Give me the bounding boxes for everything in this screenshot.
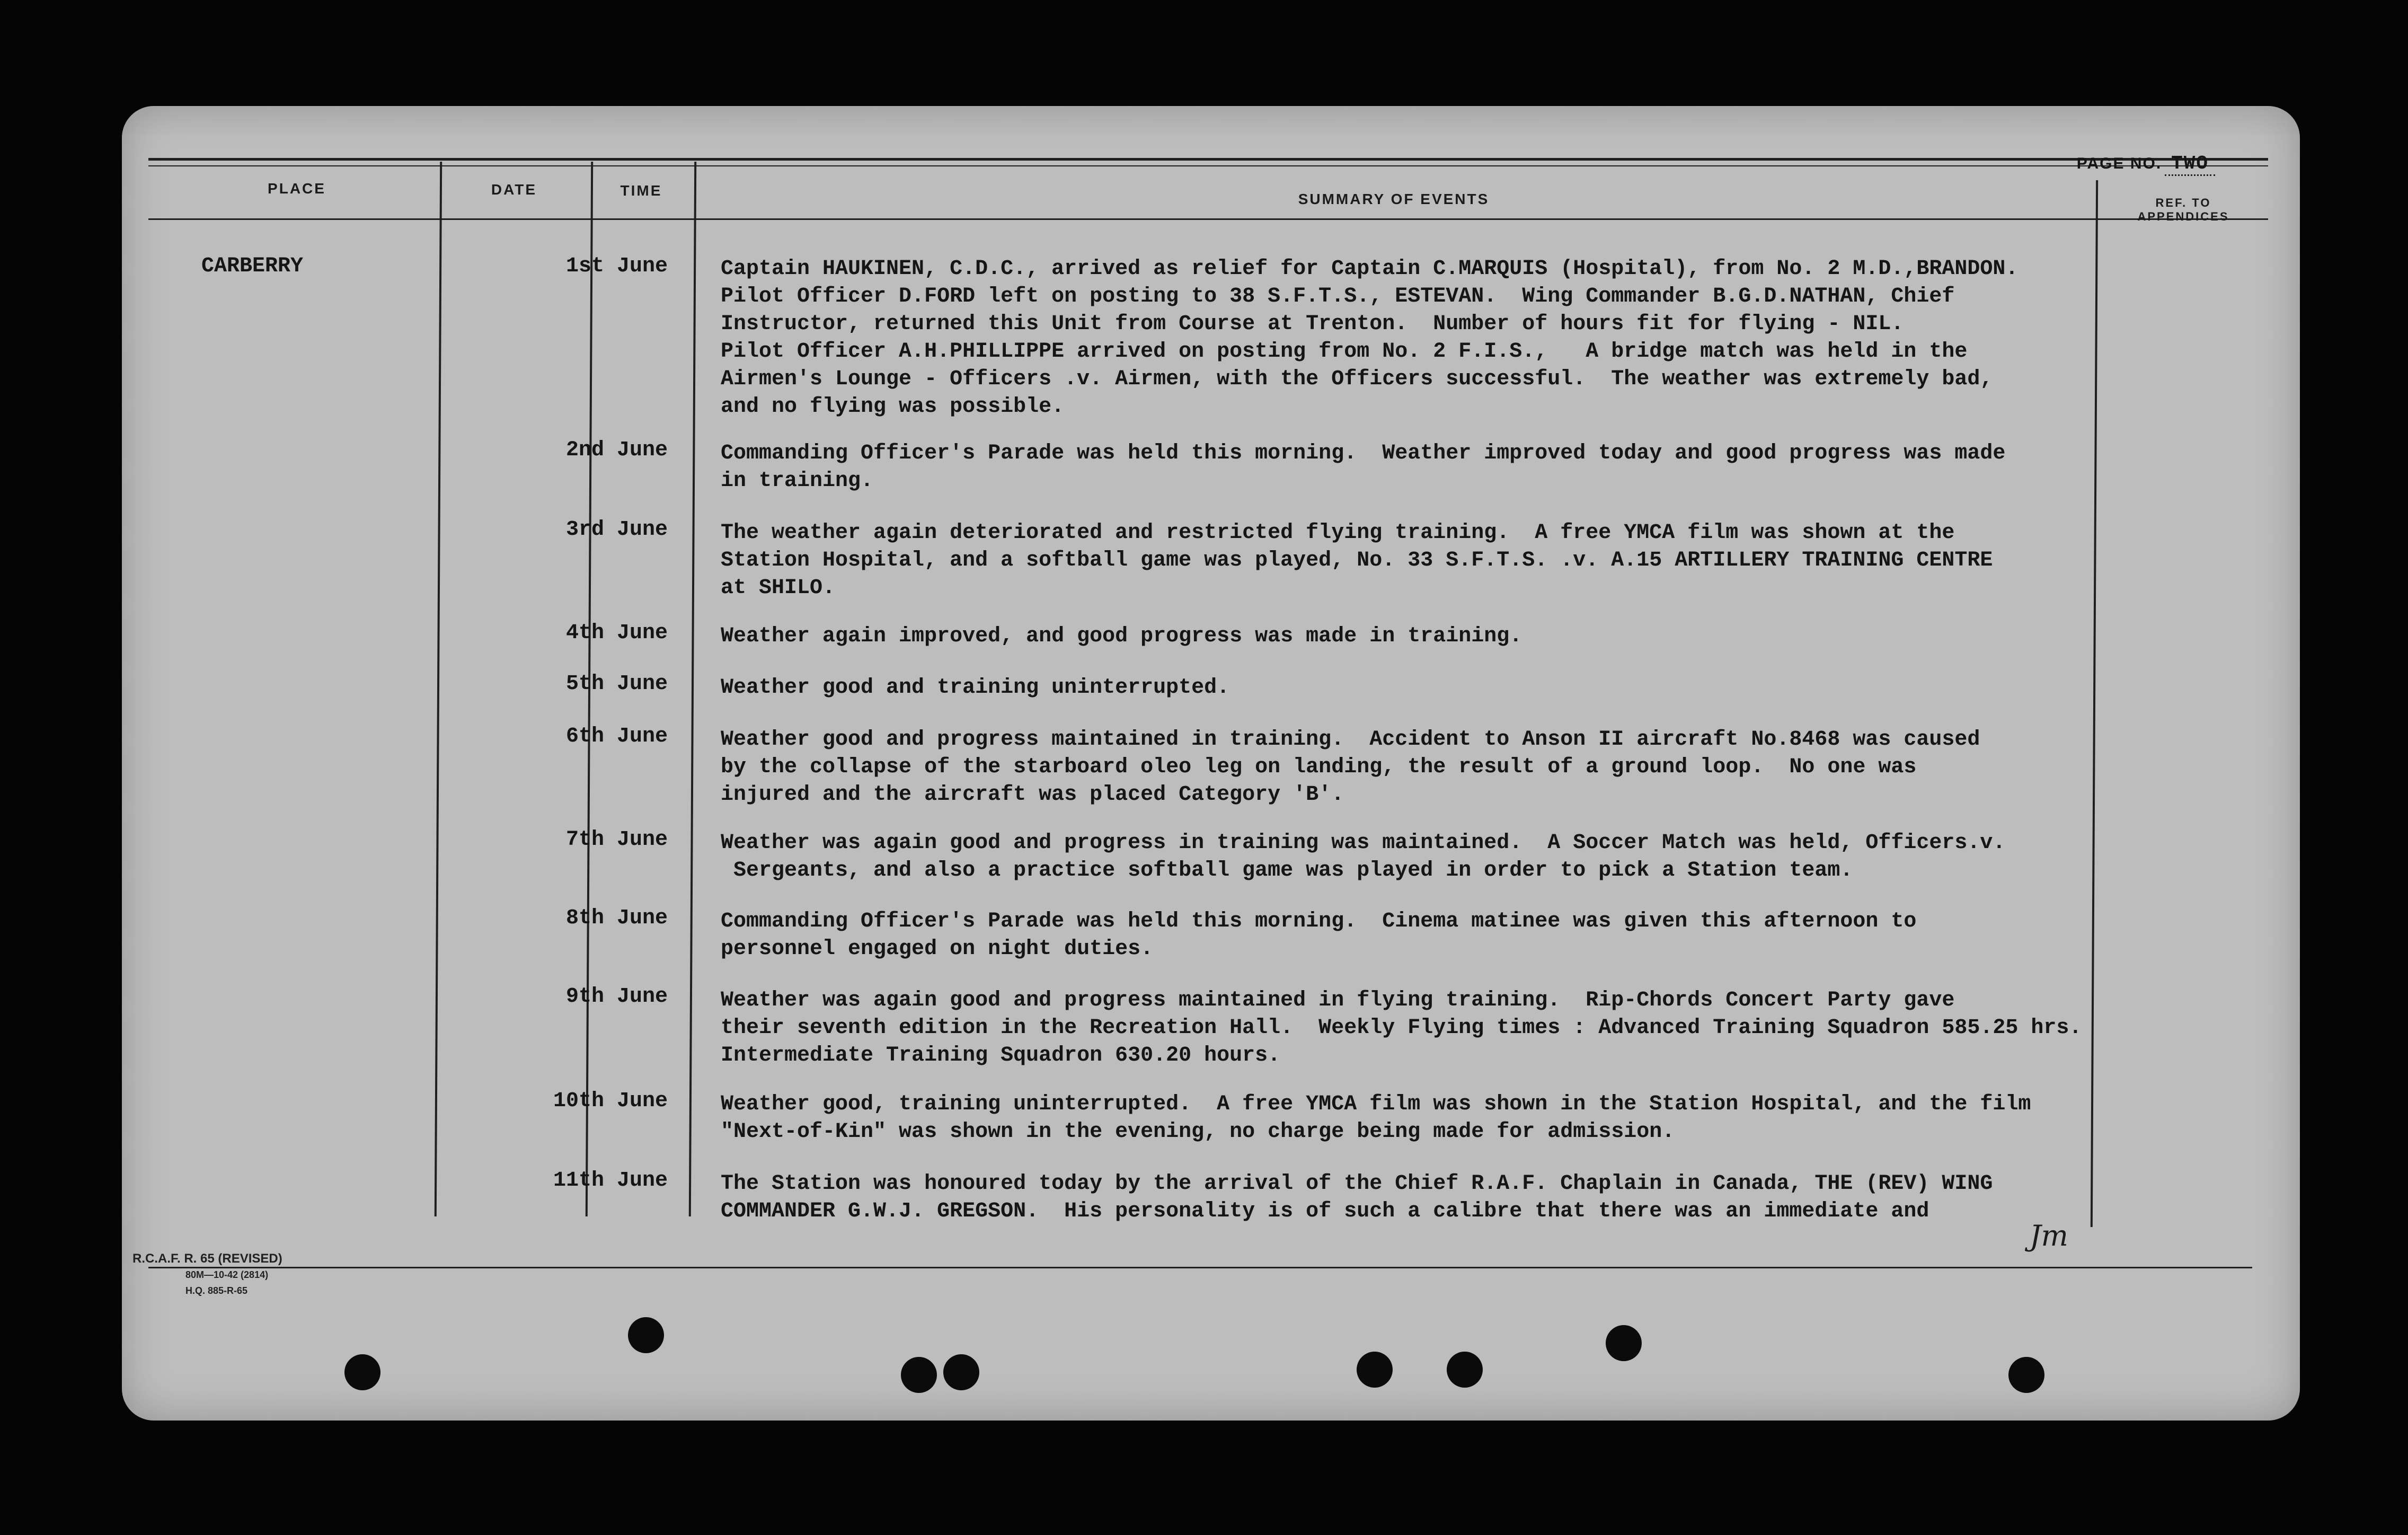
form-number: R.C.A.F. R. 65 (REVISED) bbox=[132, 1251, 282, 1266]
column-header-ref bbox=[2099, 196, 2268, 224]
entry-line: by the collapse of the starboard oleo leg on landing, the result of a ground loop. No one was bbox=[721, 755, 1917, 779]
entry-text bbox=[721, 987, 2205, 1070]
entry-line: Weather good, training uninterrupted. A free YMCA film was shown in the Station Hospital, and the film bbox=[721, 1092, 2031, 1116]
punch-hole bbox=[943, 1354, 979, 1390]
form-hq-code: H.Q. 885-R-65 bbox=[185, 1285, 248, 1296]
entry-line: Weather was again good and progress maintained in flying training. Rip-Chords Concert Party gave bbox=[721, 989, 1955, 1012]
top-rule-thick bbox=[148, 158, 2268, 161]
entry-line: Commanding Officer's Parade was held this morning. Cinema matinee was given this afternoon to bbox=[721, 910, 1917, 933]
column-header-place: PLACE bbox=[268, 180, 326, 197]
entry-line: injured and the aircraft was placed Category 'B'. bbox=[721, 783, 1344, 807]
column-header-ref-line2: APPENDICES bbox=[2137, 210, 2229, 223]
page-number bbox=[2077, 153, 2215, 174]
entry-date: 5th June bbox=[565, 672, 668, 696]
entry-line: Weather good and progress maintained in training. Accident to Anson II aircraft No.8468 was caused bbox=[721, 728, 1980, 752]
entry-date: 7th June bbox=[565, 828, 668, 852]
entry-line: Commanding Officer's Parade was held this morning. Weather improved today and good progress was made bbox=[721, 442, 2006, 465]
entry-line: Weather good and training uninterrupted. bbox=[721, 676, 1230, 700]
punch-hole bbox=[1447, 1352, 1483, 1388]
entry-line: Weather was again good and progress in training was maintained. A Soccer Match was held, Officers.v. bbox=[721, 831, 2006, 855]
punch-hole bbox=[901, 1357, 937, 1393]
column-header-date: DATE bbox=[491, 181, 537, 198]
place-value: CARBERRY bbox=[201, 254, 304, 278]
entry-text bbox=[721, 726, 2205, 809]
column-rule-time bbox=[689, 162, 696, 1216]
entry-date: 1st June bbox=[565, 254, 668, 278]
entry-text bbox=[721, 519, 2205, 602]
entry-line: Weather again improved, and good progress was made in training. bbox=[721, 624, 1522, 648]
entry-line: Intermediate Training Squadron 630.20 hours. bbox=[721, 1044, 1281, 1068]
punch-hole bbox=[1357, 1352, 1393, 1388]
entry-line: Airmen's Lounge - Officers .v. Airmen, with the Officers successful. The weather was extremely bad, bbox=[721, 367, 1993, 391]
initials-mark: Jm bbox=[2030, 1219, 2068, 1252]
entry-text bbox=[721, 1170, 2205, 1225]
entry-line: Captain HAUKINEN, C.D.C., arrived as relief for Captain C.MARQUIS (Hospital), from No. 2 M.D.,BRANDON. bbox=[721, 257, 2019, 281]
punch-hole bbox=[2008, 1357, 2044, 1393]
entry-line: Station Hospital, and a softball game was played, No. 33 S.F.T.S. .v. A.15 ARTILLERY TRAINING CENTRE bbox=[721, 549, 1993, 572]
column-header-ref-line1: REF. TO bbox=[2155, 196, 2211, 209]
entry-date: 6th June bbox=[565, 725, 668, 748]
entry-line: The Station was honoured today by the arrival of the Chief R.A.F. Chaplain in Canada, THE (REV) WING bbox=[721, 1172, 1993, 1196]
entry-line: Sergeants, and also a practice softball game was played in order to pick a Station team. bbox=[721, 859, 1853, 883]
entry-date: 3rd June bbox=[565, 518, 668, 542]
entry-text bbox=[721, 830, 2205, 885]
page-number-label: PAGE NO. bbox=[2076, 155, 2162, 172]
entry-line: their seventh edition in the Recreation Hall. Weekly Flying times : Advanced Training Squadron 585.25 hrs. bbox=[721, 1016, 2082, 1040]
entry-date: 4th June bbox=[565, 621, 668, 645]
entry-date: 8th June bbox=[565, 906, 668, 930]
entry-date: 2nd June bbox=[565, 438, 668, 462]
punch-hole bbox=[628, 1317, 664, 1353]
entry-line: at SHILO. bbox=[721, 576, 836, 600]
entry-text bbox=[721, 674, 2205, 702]
entry-line: COMMANDER G.W.J. GREGSON. His personality is of such a calibre that there was an immediate and bbox=[721, 1199, 1929, 1223]
entry-line: Instructor, returned this Unit from Course at Trenton. Number of hours fit for flying - NIL. bbox=[721, 312, 1904, 336]
column-header-time: TIME bbox=[620, 182, 662, 199]
war-diary-form bbox=[122, 106, 2300, 1421]
entry-text bbox=[721, 908, 2205, 963]
entry-line: personnel engaged on night duties. bbox=[721, 937, 1154, 961]
entry-line: in training. bbox=[721, 469, 874, 493]
entry-line: "Next-of-Kin" was shown in the evening, no charge being made for admission. bbox=[721, 1120, 1675, 1144]
entry-date: 10th June bbox=[553, 1089, 668, 1113]
entry-text bbox=[721, 623, 2205, 650]
page-number-value: TWO bbox=[2165, 153, 2215, 176]
entry-date: 9th June bbox=[565, 985, 668, 1009]
entry-line: The weather again deteriorated and restricted flying training. A free YMCA film was shown at the bbox=[721, 521, 1955, 545]
header-bottom-rule bbox=[148, 218, 2268, 220]
form-print-code: 80M—10-42 (2814) bbox=[185, 1269, 269, 1280]
footer-rule bbox=[148, 1267, 2252, 1268]
form-footer bbox=[132, 1251, 282, 1299]
top-rule-thin bbox=[148, 165, 2268, 166]
punch-hole bbox=[1606, 1325, 1642, 1361]
entry-line: and no flying was possible. bbox=[721, 395, 1065, 419]
entry-text bbox=[721, 1091, 2205, 1146]
column-header-summary: SUMMARY OF EVENTS bbox=[1298, 191, 1490, 207]
entry-line: Pilot Officer D.FORD left on posting to 38 S.F.T.S., ESTEVAN. Wing Commander B.G.D.NATHAN, Chief bbox=[721, 285, 1955, 308]
column-rule-place bbox=[435, 162, 442, 1216]
entry-text bbox=[721, 255, 2205, 421]
punch-hole bbox=[344, 1354, 380, 1390]
entry-date: 11th June bbox=[553, 1169, 668, 1193]
entry-text bbox=[721, 440, 2205, 495]
entry-line: Pilot Officer A.H.PHILLIPPE arrived on posting from No. 2 F.I.S., A bridge match was held in the bbox=[721, 340, 1968, 364]
